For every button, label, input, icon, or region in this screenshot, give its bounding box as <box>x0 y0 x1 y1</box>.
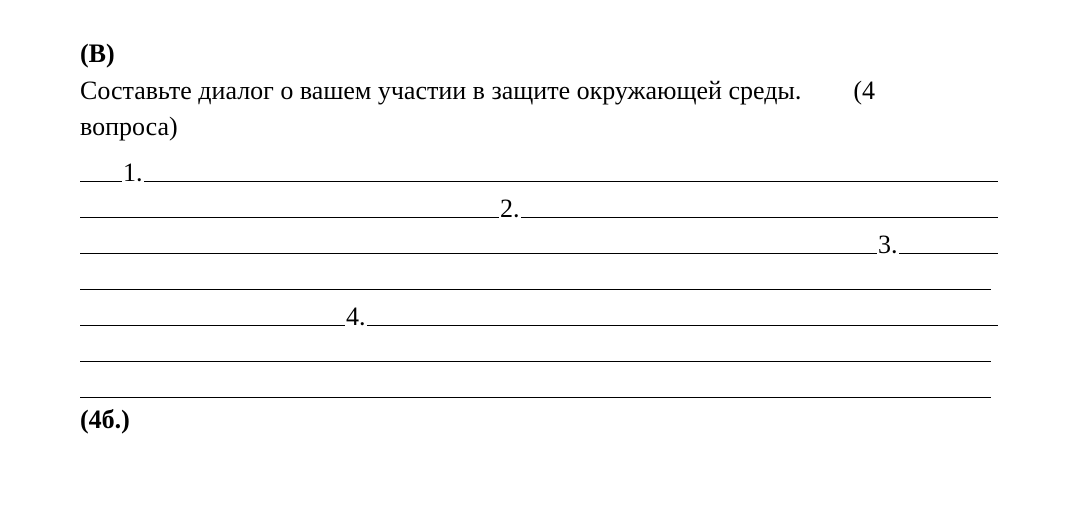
task-text: Составьте диалог о вашем участии в защите окружающей среды. <box>80 76 802 105</box>
answer-blank[interactable] <box>899 235 999 254</box>
answer-line-3 <box>80 218 998 259</box>
answer-blank[interactable] <box>367 307 999 326</box>
answer-blank[interactable] <box>144 163 999 182</box>
answer-blank[interactable] <box>80 163 122 182</box>
score-label: (4б.) <box>80 405 130 434</box>
answer-line-1 <box>80 146 998 187</box>
answer-blank[interactable] <box>80 199 499 218</box>
section-label: (В) <box>80 39 115 68</box>
answer-line-plain <box>80 254 991 290</box>
answer-line-plain <box>80 326 991 362</box>
answer-blank[interactable] <box>80 379 991 398</box>
answer-blank[interactable] <box>80 343 991 362</box>
question-number-4: 4. <box>346 302 366 331</box>
answer-line-4 <box>80 290 998 331</box>
answer-blank[interactable] <box>80 271 991 290</box>
question-number-3: 3. <box>878 230 898 259</box>
answer-blank[interactable] <box>521 199 999 218</box>
question-count-close: вопроса) <box>80 112 178 141</box>
answer-line-2 <box>80 182 998 223</box>
question-number-2: 2. <box>500 194 520 223</box>
answer-blank[interactable] <box>80 307 345 326</box>
answer-line-plain <box>80 362 991 398</box>
task-instruction <box>80 73 1000 145</box>
answer-blank[interactable] <box>80 235 877 254</box>
question-number-1: 1. <box>123 158 143 187</box>
question-count-open: (4 <box>853 76 876 105</box>
